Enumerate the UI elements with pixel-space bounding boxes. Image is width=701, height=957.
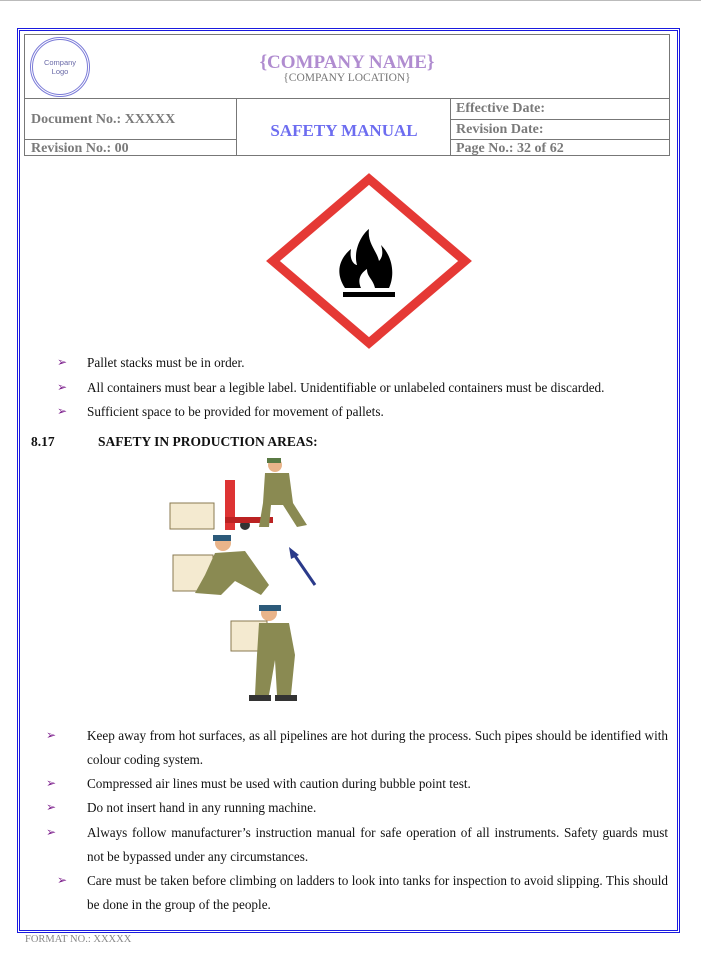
bullet-arrow-icon: ➢: [57, 873, 68, 887]
revision-date: Revision Date:: [456, 122, 544, 137]
list-item: Keep away from hot surfaces, as all pipelines are hot during the process. Such pipes should be identified with colour coding system.: [87, 728, 668, 767]
manual-title: SAFETY MANUAL: [270, 121, 418, 140]
manual-handling-illustration: [165, 455, 325, 710]
section-title: SAFETY IN PRODUCTION AREAS:: [98, 434, 318, 449]
revision-number: Revision No.: 00: [31, 141, 129, 156]
divider: [25, 98, 669, 99]
bullet-arrow-icon: ➢: [57, 355, 68, 369]
list-item: Sufficient space to be provided for movement of pallets.: [87, 404, 384, 419]
section-number: 8.17: [31, 434, 55, 449]
page-number: Page No.: 32 of 62: [456, 141, 564, 156]
logo-text-line1: Company: [43, 58, 77, 67]
list-item: Care must be taken before climbing on ladders to look into tanks for inspection to avoid slipping. This should be done in the group of the people.: [87, 873, 668, 912]
bullet-arrow-icon: ➢: [57, 380, 68, 394]
top-divider: [0, 0, 701, 1]
divider: [450, 139, 669, 140]
company-location: {COMPANY LOCATION}: [283, 72, 411, 84]
list-item: Compressed air lines must be used with caution during bubble point test.: [87, 776, 471, 791]
company-name: {COMPANY NAME}: [259, 52, 435, 73]
list-item: Always follow manufacturer’s instruction manual for safe operation of all instruments. Safety guards must not be bypassed under any circumstances.: [87, 825, 668, 864]
format-number: FORMAT NO.: XXXXX: [25, 934, 132, 945]
list-item: Do not insert hand in any running machine.: [87, 800, 317, 815]
bullet-arrow-icon: ➢: [46, 728, 57, 742]
divider: [25, 139, 236, 140]
bullet-arrow-icon: ➢: [57, 404, 68, 418]
logo-text-line2: Logo: [51, 67, 69, 76]
document-number: Document No.: XXXXX: [31, 112, 176, 127]
header-table: [24, 34, 670, 156]
bullet-arrow-icon: ➢: [46, 825, 57, 839]
list-item: All containers must bear a legible label. Unidentifiable or unlabeled containers must be discarded.: [87, 380, 605, 395]
effective-date: Effective Date:: [456, 101, 546, 116]
divider: [450, 119, 669, 120]
list-item: Pallet stacks must be in order.: [87, 355, 245, 370]
bullet-arrow-icon: ➢: [46, 800, 57, 814]
flammable-hazard-icon: [265, 173, 473, 349]
bullet-arrow-icon: ➢: [46, 776, 57, 790]
